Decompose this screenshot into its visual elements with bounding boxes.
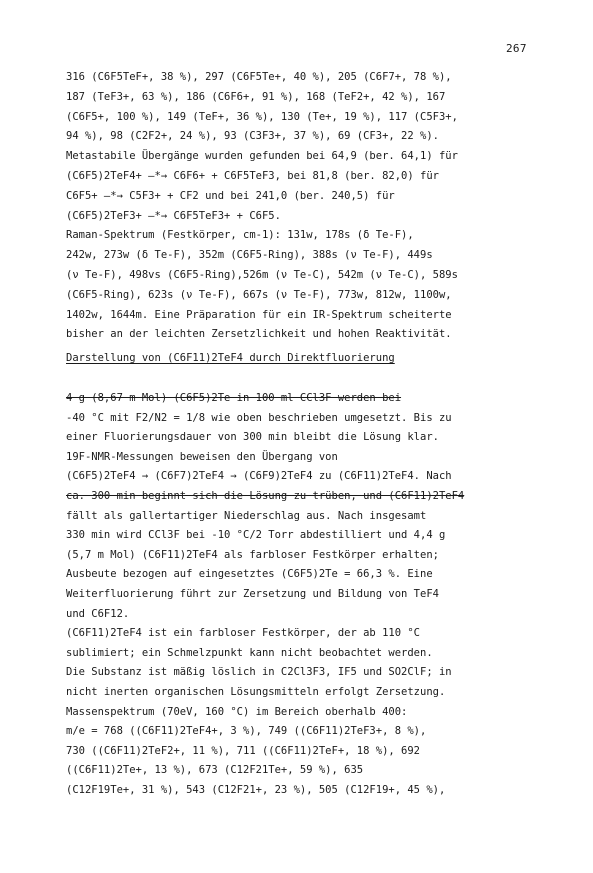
text-line: Die Substanz ist mäßig löslich in C2Cl3F3, IF5 und SO2ClF; in	[66, 666, 452, 679]
text-line: (ν Te-F), 498vs (C6F5-Ring),526m (ν Te-C), 542m (ν Te-C), 589s	[66, 269, 458, 281]
text-line: (C6F5)2TeF4+ —*→ C6F6+ + C6F5TeF3, bei 81,8 (ber. 82,0) für	[66, 170, 439, 182]
text-line: und C6F12.	[66, 607, 130, 620]
text-line: m/e = 768 ((C6F11)2TeF4+, 3 %), 749 ((C6F11)2TeF3+, 8 %),	[66, 725, 427, 738]
text-line: (5,7 m Mol) (C6F11)2TeF4 als farbloser Festkörper erhalten;	[66, 548, 439, 561]
text-line: 1402w, 1644m. Eine Präparation für ein IR-Spektrum scheiterte	[66, 308, 452, 321]
text-line: 316 (C6F5TeF+, 38 %), 297 (C6F5Te+, 40 %), 205 (C6F7+, 78 %),	[66, 71, 452, 83]
text-line: bisher an der leichten Zersetzlichkeit und hohen Reaktivität.	[66, 328, 452, 341]
text-line: 730 ((C6F11)2TeF2+, 11 %), 711 ((C6F11)2TeF+, 18 %), 692	[66, 744, 421, 757]
text-line: (C6F5-Ring), 623s (ν Te-F), 667s (ν Te-F), 773w, 812w, 1100w,	[66, 288, 452, 301]
text-line: (C6F5+, 100 %), 149 (TeF+, 36 %), 130 (Te+, 19 %), 117 (C5F3+,	[66, 110, 458, 123]
text-line: (C12F19Te+, 31 %), 543 (C12F21+, 23 %), 505 (C12F19+, 45 %),	[66, 784, 446, 796]
text-line: 242w, 273w (δ Te-F), 352m (C6F5-Ring), 388s (ν Te-F), 449s	[66, 249, 433, 262]
text-line: (C6F5)2TeF4 → (C6F7)2TeF4 → (C6F9)2TeF4 zu (C6F11)2TeF4. Nach	[66, 470, 452, 483]
text-line: 4 g (8,67 m Mol) (C6F5)2Te in 100 ml CCl3F werden bei	[66, 392, 402, 404]
text-line: nicht inerten organischen Lösungsmitteln erfolgt Zersetzung.	[66, 686, 446, 698]
text-line: fällt als gallertartiger Niederschlag aus. Nach insgesamt	[66, 509, 427, 522]
text-line: 330 min wird CCl3F bei -10 °C/2 Torr abdestilliert und 4,4 g	[66, 529, 446, 542]
text-line: Raman-Spektrum (Festkörper, cm-1): 131w, 178s (δ Te-F),	[66, 229, 414, 242]
section-heading: Darstellung von (C6F11)2TeF4 durch Direktfluorierung	[66, 352, 395, 364]
text-line: Massenspektrum (70eV, 160 °C) im Bereich oberhalb 400:	[66, 705, 408, 718]
text-line: -40 °C mit F2/N2 = 1/8 wie oben beschrieben umgesetzt. Bis zu	[66, 411, 452, 424]
text-line: ca. 300 min beginnt sich die Lösung zu trüben, und (C6F11)2TeF4	[66, 490, 465, 502]
text-line: 187 (TeF3+, 63 %), 186 (C6F6+, 91 %), 168 (TeF2+, 42 %), 167	[66, 90, 446, 103]
text-line: 19F-NMR-Messungen beweisen den Übergang von	[66, 450, 338, 463]
text-line: ((C6F11)2Te+, 13 %), 673 (C12F21Te+, 59 %), 635	[66, 764, 364, 777]
text-line: (C6F5)2TeF3+ —*→ C6F5TeF3+ + C6F5.	[66, 209, 281, 222]
text-line: (C6F11)2TeF4 ist ein farbloser Festkörper, der ab 110 °C	[66, 627, 421, 640]
page-number: 267	[506, 42, 527, 55]
text-line: einer Fluorierungsdauer von 300 min bleibt die Lösung klar.	[66, 431, 439, 444]
text-line: sublimiert; ein Schmelzpunkt kann nicht beobachtet werden.	[66, 646, 433, 659]
text-line: Metastabile Übergänge wurden gefunden bei 64,9 (ber. 64,1) für	[66, 150, 458, 163]
text-line: Ausbeute bezogen auf eingesetztes (C6F5)2Te = 66,3 %. Eine	[66, 568, 433, 581]
text-line: Weiterfluorierung führt zur Zersetzung und Bildung von TeF4	[66, 588, 439, 600]
text-line: 94 %), 98 (C2F2+, 24 %), 93 (C3F3+, 37 %), 69 (CF3+, 22 %).	[66, 130, 439, 143]
text-line: C6F5+ —*→ C5F3+ + CF2 und bei 241,0 (ber. 240,5) für	[66, 189, 395, 202]
